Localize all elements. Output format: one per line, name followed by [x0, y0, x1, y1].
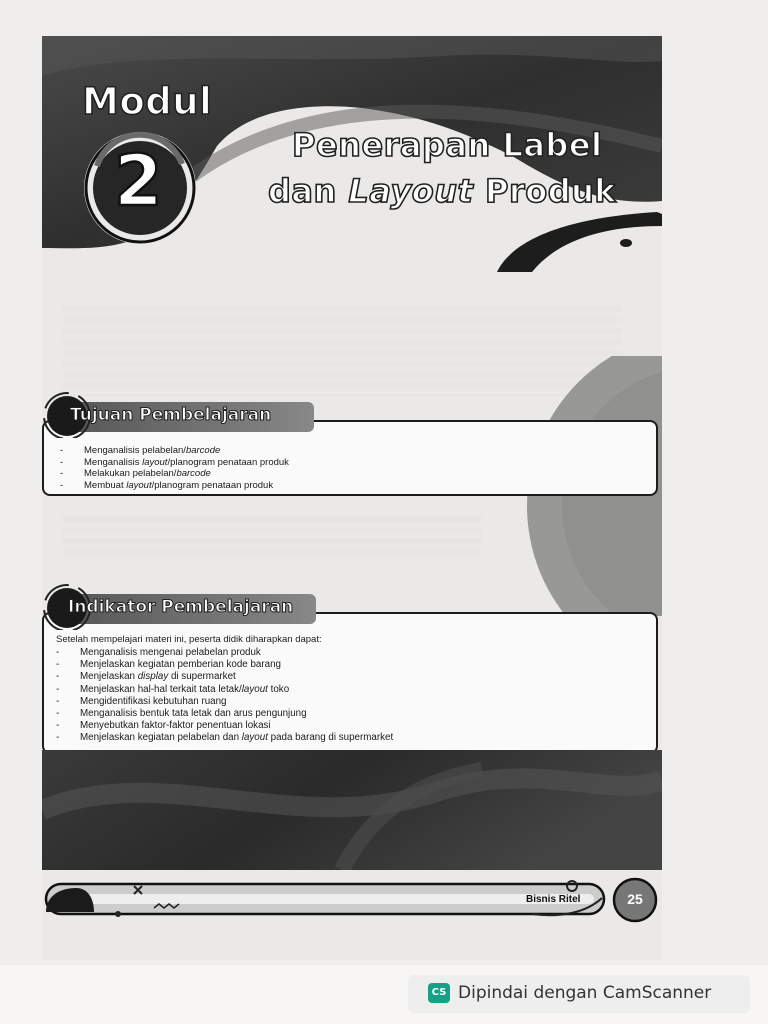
title-italic-text: Layout	[348, 172, 474, 210]
page-number: 25	[627, 891, 643, 907]
list-item: - Menjelaskan display di supermarket	[50, 671, 640, 683]
list-item: - Menganalisis mengenai pelabelan produk	[50, 647, 640, 659]
book-page	[42, 36, 662, 960]
tujuan-list	[54, 445, 614, 491]
list-item: - Menganalisis bentuk tata letak dan arus pengunjung	[50, 708, 640, 720]
module-label: Modul	[82, 80, 213, 123]
indikator-heading: Indikator Pembelajaran	[68, 597, 294, 617]
list-item: - Menganalisis layout/planogram penataan produk	[54, 457, 614, 469]
list-item: - Menjelaskan kegiatan pemberian kode barang	[50, 659, 640, 671]
list-item: - Menjelaskan hal-hal terkait tata letak/layout toko	[50, 684, 640, 696]
tujuan-heading: Tujuan Pembelajaran	[70, 405, 272, 425]
bottom-banner	[42, 750, 662, 870]
list-item: - Menganalisis pelabelan/barcode	[54, 445, 614, 457]
indikator-list	[50, 647, 640, 745]
book-title: Bisnis Ritel	[526, 894, 581, 905]
page-title-line2	[268, 172, 616, 210]
list-item: - Menyebutkan faktor-faktor penentuan lokasi	[50, 720, 640, 732]
module-number: 2	[114, 140, 164, 222]
camscanner-watermark	[408, 975, 750, 1013]
title-text: dan	[268, 172, 349, 210]
bleed-through	[62, 516, 482, 556]
camscanner-logo-icon: CS	[428, 983, 450, 1003]
indikator-intro: Setelah mempelajari materi ini, peserta didik diharapkan dapat:	[56, 634, 322, 645]
list-item: - Menjelaskan kegiatan pelabelan dan layout pada barang di supermarket	[50, 732, 640, 744]
page-title-line1: Penerapan Label	[292, 126, 603, 164]
camscanner-text: Dipindai dengan CamScanner	[458, 983, 712, 1003]
title-text: Produk	[473, 172, 617, 210]
list-item: - Membuat layout/planogram penataan produk	[54, 480, 614, 492]
list-item: - Mengidentifikasi kebutuhan ruang	[50, 696, 640, 708]
list-item: - Melakukan pelabelan/barcode	[54, 468, 614, 480]
